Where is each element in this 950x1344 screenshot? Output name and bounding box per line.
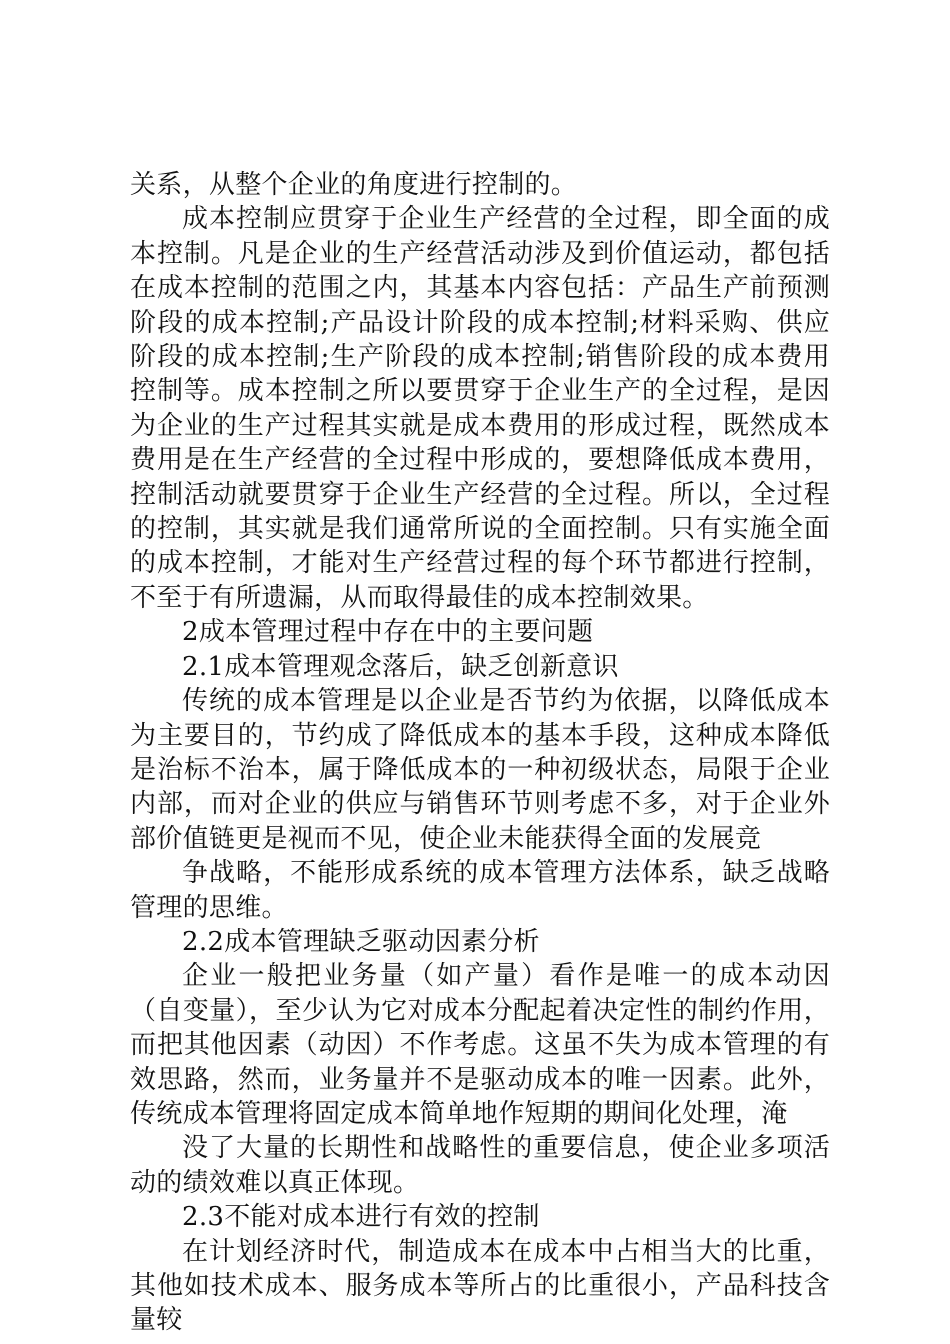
paragraph-strategic-information: 没了大量的长期性和战略性的重要信息，使企业多项活动的绩效难以真正体现。 xyxy=(130,1133,830,1198)
paragraph-traditional-cost-management: 传统的成本管理是以企业是否节约为依据，以降低成本为主要目的，节约成了降低成本的基本手段，这种成本降低是治标不治本，属于降低成本的一种初级状态，局限于企业内部，而对企业的供应与销售环节则考虑不多，对于企业外部价值链更是视而不见，使企业未能获得全面的发展竞 xyxy=(130,686,830,854)
section-heading-2-1: 2.1成本管理观念落后，缺乏创新意识 xyxy=(182,651,619,682)
section-heading-2-2: 2.2成本管理缺乏驱动因素分析 xyxy=(182,926,540,957)
paragraph-competitive-strategy: 争战略，不能形成系统的成本管理方法体系，缺乏战略管理的思维。 xyxy=(130,858,830,923)
paragraph-cost-drivers: 企业一般把业务量（如产量）看作是唯一的成本动因（自变量），至少认为它对成本分配起着决定性的制约作用，而把其他因素（动因）不作考虑。这虽不失为成本管理的有效思路，然而，业务量并不是驱动成本的唯一因素。此外，传统成本管理将固定成本简单地作短期的期间化处理，淹 xyxy=(130,961,830,1129)
section-heading-2-3: 2.3不能对成本进行有效的控制 xyxy=(182,1202,540,1233)
paragraph-full-cost-control: 成本控制应贯穿于企业生产经营的全过程，即全面的成本控制。凡是企业的生产经营活动涉及到价值运动，都包括在成本控制的范围之内，其基本内容包括：产品生产前预测阶段的成本控制;产品设计阶段的成本控制;材料采购、供应阶段的成本控制;生产阶段的成本控制;销售阶段的成本费用控制等。成本控制之所以要贯穿于企业生产的全过程，是因为企业的生产过程其实就是成本费用的形成过程，既然成本费用是在生产经营的全过程中形成的，要想降低成本费用，控制活动就要贯穿于企业生产经营的全过程。所以，全过程的控制，其实就是我们通常所说的全面控制。只有实施全面的成本控制，才能对生产经营过程的每个环节都进行控制，不至于有所遗漏，从而取得最佳的成本控制效果。 xyxy=(130,204,830,613)
section-heading-2: 2成本管理过程中存在中的主要问题 xyxy=(182,617,594,648)
paragraph-continuation: 关系，从整个企业的角度进行控制的。 xyxy=(130,170,578,200)
paragraph-planned-economy: 在计划经济时代，制造成本在成本中占相当大的比重，其他如技术成本、服务成本等所占的比重很小，产品科技含量较 xyxy=(130,1236,830,1336)
document-page xyxy=(130,168,830,1338)
